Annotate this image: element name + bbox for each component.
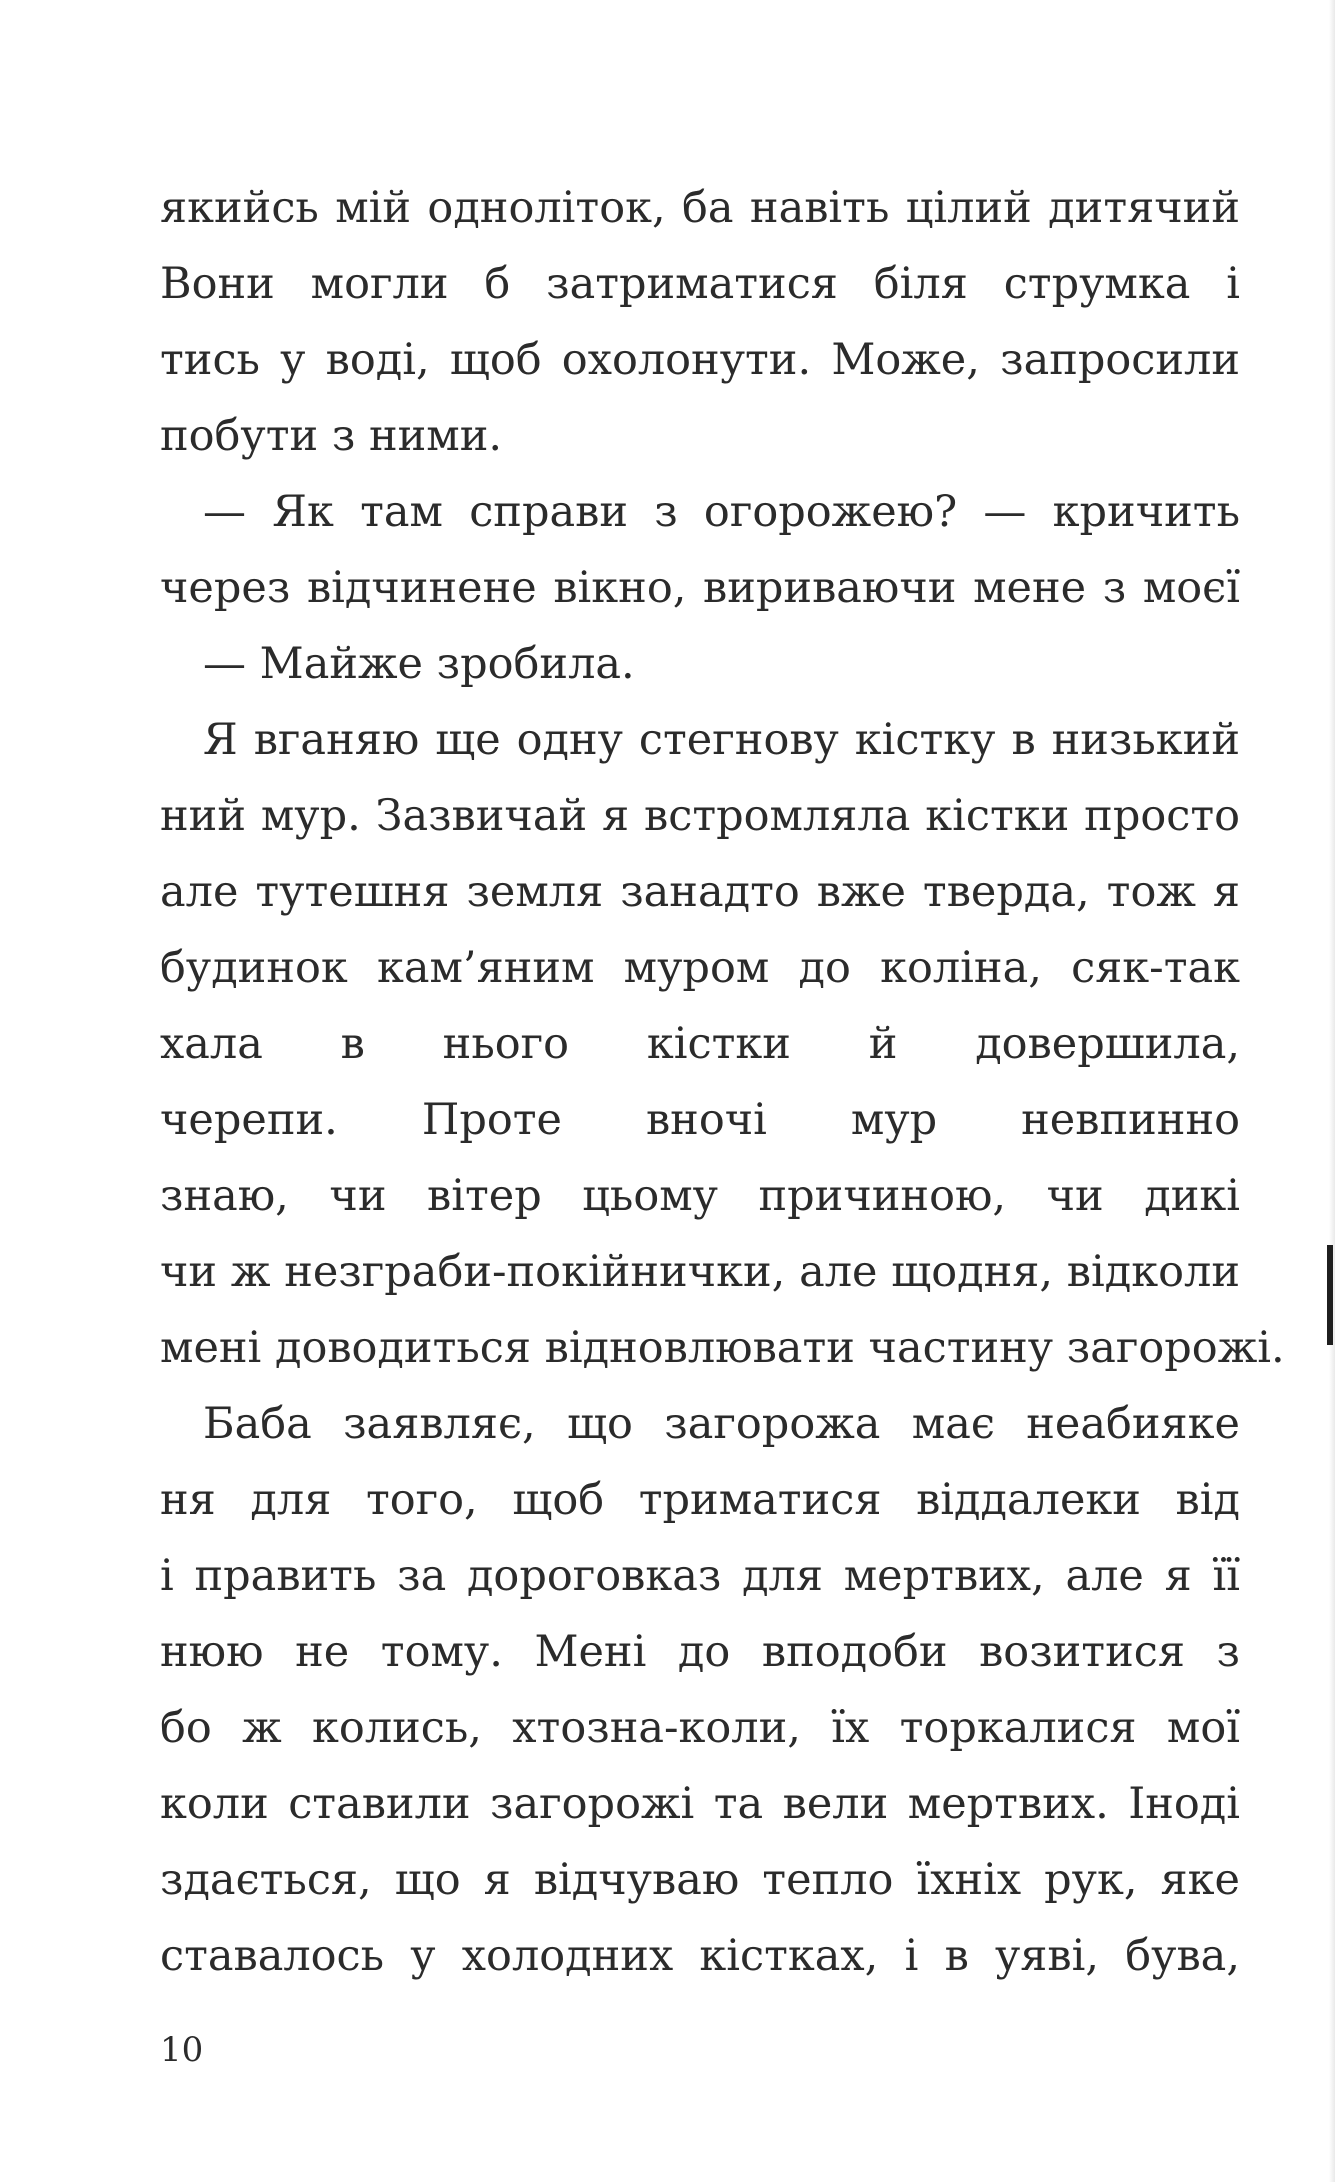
text-line: Вони могли б затриматися біля струмка і xyxy=(160,259,1240,309)
text-line: і править за дороговказ для мертвих, але я її xyxy=(160,1551,1240,1601)
dialogue-line: — Як там справи з огорожею? — кричить xyxy=(203,487,1240,537)
text-line: здається, що я відчуваю тепло їхніх рук, яке xyxy=(160,1855,1240,1905)
text-line: тись у воді, щоб охолонути. Може, запросили xyxy=(160,335,1240,385)
body-text xyxy=(160,170,1285,1994)
text-line: мені доводиться відновлювати частину загорожі. xyxy=(160,1323,1285,1373)
page-right-edge xyxy=(1329,0,1335,2182)
text-line: ний мур. Зазвичай я встромляла кістки просто xyxy=(160,791,1240,841)
text-line: але тутешня земля занадто вже тверда, тож я xyxy=(160,867,1240,917)
text-line: побути з ними. xyxy=(160,411,503,461)
text-line: через відчинене вікно, вириваючи мене з моєї xyxy=(160,563,1240,613)
text-line: якийсь мій одноліток, ба навіть цілий дитячий xyxy=(160,183,1240,233)
paragraph-start-line: Я вганяю ще одну стегнову кістку в низький xyxy=(203,715,1240,765)
text-line: нюю не тому. Мені до вподоби возитися з xyxy=(160,1627,1240,1677)
paragraph-start-line: Баба заявляє, що загорожа має неабияке xyxy=(203,1399,1240,1449)
text-line: ставалось у холодних кістках, і в уяві, бува, xyxy=(160,1931,1240,1981)
dialogue-line: — Майже зробила. xyxy=(203,639,635,689)
text-line: будинок кам’яним муром до коліна, сяк-так xyxy=(160,943,1240,993)
page-edge-mark xyxy=(1327,1245,1333,1345)
text-line: хала в нього кістки й довершила, xyxy=(160,1019,1240,1069)
text-line: бо ж колись, хтозна-коли, їх торкалися мої xyxy=(160,1703,1240,1753)
text-line: черепи. Проте вночі мур невпинно xyxy=(160,1095,1240,1145)
text-line: чи ж незграби-покійнички, але щодня, відколи xyxy=(160,1247,1240,1297)
text-line: ня для того, щоб триматися віддалеки від xyxy=(160,1475,1240,1525)
page-number: 10 xyxy=(160,2030,204,2070)
text-line: знаю, чи вітер цьому причиною, чи дикі xyxy=(160,1171,1240,1221)
text-line: коли ставили загорожі та вели мертвих. Іноді xyxy=(160,1779,1240,1829)
